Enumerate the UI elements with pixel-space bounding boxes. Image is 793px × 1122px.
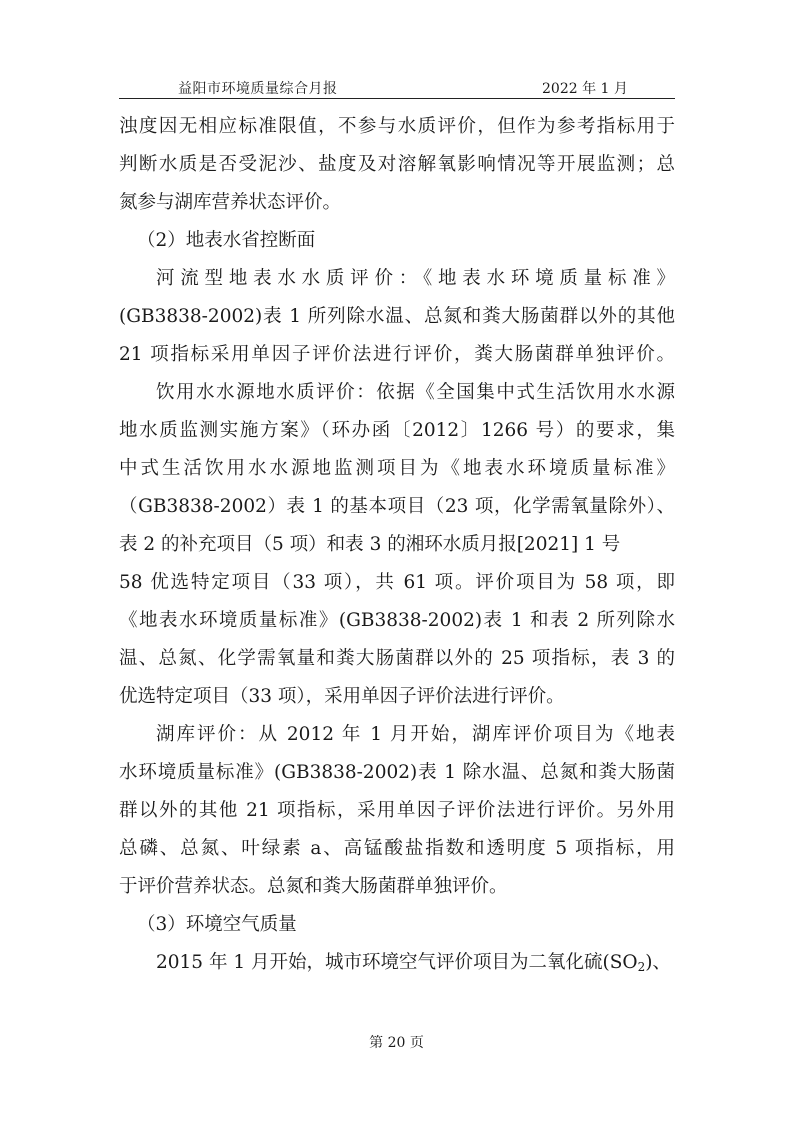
text-line (119, 944, 675, 982)
text-fragment: )、 (645, 952, 671, 973)
text-line: 湖库评价：从 2012 年 1 月开始，湖库评价项目为《地表 (156, 724, 675, 745)
text-line: （GB3838-2002）表 1 的基本项目（23 项，化学需氧量除外）、 (119, 496, 675, 517)
text-line: 58 优选特定项目（33 项），共 61 项。评价项目为 58 项，即 (119, 572, 675, 593)
text-line: 饮用水水源地水质评价：依据《全国集中式生活饮用水水源 (156, 382, 675, 403)
document-body (119, 108, 675, 982)
text-fragment: 2015 年 1 月开始，城市环境空气评价项目为二氧化硫(SO (156, 952, 638, 973)
subscript: 2 (637, 960, 646, 974)
section-heading: （2）地表水省控断面 (137, 230, 316, 251)
header-divider (119, 98, 675, 99)
text-line: 优选特定项目（33 项），采用单因子评价法进行评价。 (119, 686, 565, 707)
report-title: 益阳市环境质量综合月报 (178, 81, 338, 97)
text-line: 地水质监测实施方案》（环办函〔2012〕1266 号）的要求，集 (119, 420, 675, 441)
section-heading: （3）环境空气质量 (137, 914, 297, 935)
text-line: 21 项指标采用单因子评价法进行评价，粪大肠菌群单独评价。 (119, 344, 675, 365)
text-line: 于评价营养状态。总氮和粪大肠菌群单独评价。 (119, 876, 508, 897)
report-date: 2022 年 1 月 (542, 81, 628, 97)
text-line: 中式生活饮用水水源地监测项目为《地表水环境质量标准》 (119, 458, 675, 479)
text-line: 温、总氮、化学需氧量和粪大肠菌群以外的 25 项指标，表 3 的 (119, 648, 675, 669)
text-line: 群以外的其他 21 项指标，采用单因子评价法进行评价。另外用 (119, 800, 675, 821)
text-line: 河流型地表水水质评价：《地表水环境质量标准》 (156, 268, 675, 289)
text-line: 氮参与湖库营养状态评价。 (119, 192, 342, 213)
text-line: 判断水质是否受泥沙、盐度及对溶解氧影响情况等开展监测；总 (119, 154, 675, 175)
text-line: 《地表水环境质量标准》(GB3838-2002)表 1 和表 2 所列除水 (119, 610, 675, 631)
text-line: (GB3838-2002)表 1 所列除水温、总氮和粪大肠菌群以外的其他 (119, 306, 675, 327)
text-line: 表 2 的补充项目（5 项）和表 3 的湘环水质月报[2021] 1 号 (119, 534, 621, 555)
page-number: 第 20 页 (369, 1035, 424, 1051)
text-line: 水环境质量标准》(GB3838-2002)表 1 除水温、总氮和粪大肠菌 (119, 762, 675, 783)
text-line: 浊度因无相应标准限值，不参与水质评价，但作为参考指标用于 (119, 116, 675, 137)
text-line: 总磷、总氮、叶绿素 a、高锰酸盐指数和透明度 5 项指标，用 (119, 838, 675, 859)
